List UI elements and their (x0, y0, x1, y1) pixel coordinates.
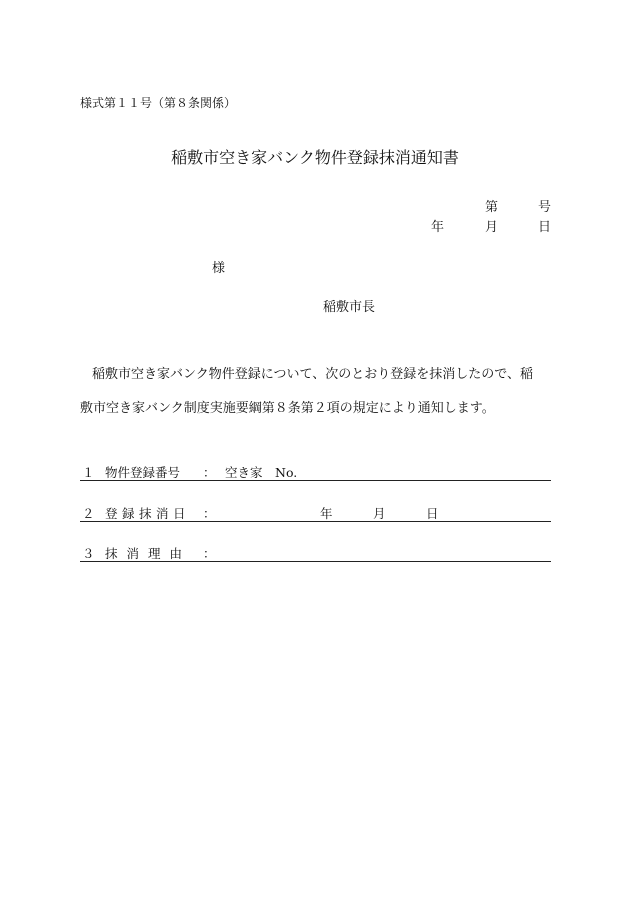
item-3-label: 抹消理由 (105, 546, 192, 561)
issuer-name: 稲敷市長 (323, 300, 376, 315)
item-2-label: 登録抹消日 (105, 506, 191, 521)
item-property-registration-number (80, 464, 551, 481)
form-number-label: 様式第１１号（第８条関係） (80, 96, 237, 110)
item-2-year-label: 年 (320, 506, 333, 521)
item-1-colon: ： (203, 465, 216, 480)
notice-body-line-1: 稲敷市空き家バンク物件登録について、次のとおり登録を抹消したので、稲 (92, 367, 533, 382)
item-2-colon: ： (203, 506, 216, 521)
date-year-label: 年 (431, 220, 445, 235)
item-1-label: 物件登録番号 (105, 465, 181, 480)
item-1-value: 空き家 No. (225, 465, 298, 480)
item-deregistration-date (80, 505, 551, 522)
document-title: 稲敷市空き家バンク物件登録抹消通知書 (171, 148, 459, 167)
reference-number-prefix: 第 (485, 200, 499, 215)
date-month-label: 月 (485, 220, 499, 235)
item-1-number: １ (82, 465, 95, 480)
date-day-label: 日 (538, 220, 552, 235)
addressee-suffix: 様 (212, 261, 226, 276)
item-3-number: ３ (82, 546, 95, 561)
item-2-number: ２ (82, 506, 95, 521)
item-2-month-label: 月 (373, 506, 386, 521)
notice-body (80, 358, 552, 426)
item-deregistration-reason (80, 545, 551, 562)
reference-number-suffix: 号 (538, 200, 552, 215)
item-2-day-label: 日 (426, 506, 439, 521)
notice-body-line-2: 敷市空き家バンク制度実施要綱第８条第２項の規定により通知します。 (80, 401, 495, 416)
item-3-colon: ： (203, 546, 216, 561)
